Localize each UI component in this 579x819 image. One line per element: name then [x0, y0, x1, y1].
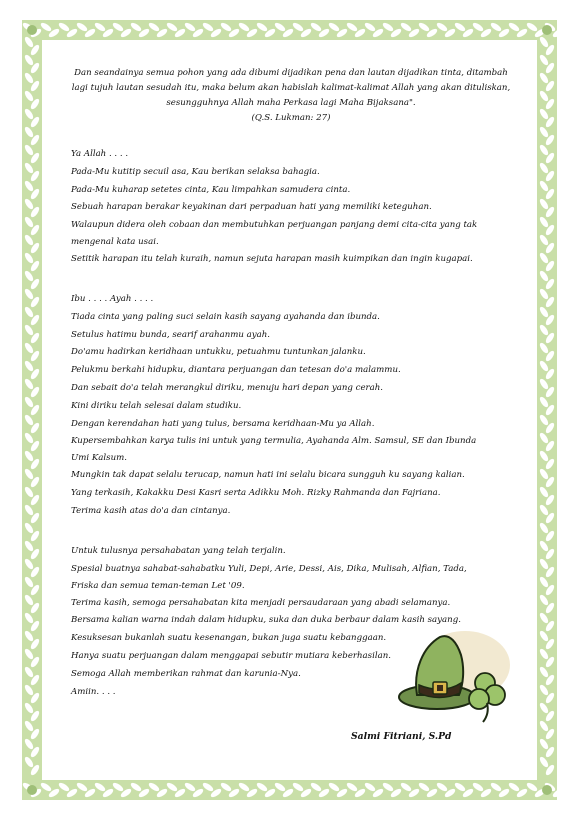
text-line: Bersama kalian warna indah dalam hidupku, suka dan duka berbaur dalam kasih sayang. — [71, 615, 461, 626]
text-line: Pada-Mu kutitip secuil asa, Kau berikan selaksa bahagia. — [71, 166, 320, 177]
text-line: Hanya suatu perjuangan dalam menggapai sebutir mutiara keberhasilan. — [71, 650, 391, 661]
text-line: Terima kasih atas do'a dan cintanya. — [71, 505, 231, 516]
text-line: Walaupun didera oleh cobaan dan membutuhkan perjuangan panjang demi cita-cita yang tak mengenal kata usai. — [71, 220, 478, 248]
opening-quote: Dan seandainya semua pohon yang ada dibumi dijadikan pena dan lautan dijadikan tinta, ditambah lagi tujuh lautan sesudah itu, maka belum akan habislah kalimat-kalimat Allah yang akan dituliskan, sesungguhnya Allah maha Perkasa lagi Maha Bijaksana". — [71, 68, 511, 108]
border-corner — [542, 25, 552, 35]
text-line: Semoga Allah memberikan rahmat dan karunia-Nya. — [71, 668, 301, 679]
border-corner — [27, 25, 37, 35]
text-line: Mungkin tak dapat selalu terucap, namun hati ini selalu bicara sungguh ku sayang kalian. — [71, 470, 465, 481]
text-line: Amiin. . . . — [71, 686, 116, 697]
text-line: Spesial buatnya sahabat-sahabatku Yuli, Depi, Arie, Dessi, Ais, Dika, Mulisah, Alfian, Tada, Friska dan semua teman-teman Let '09. — [71, 563, 467, 591]
text-line: Kesuksesan bukanlah suatu kesenangan, bukan juga suatu kebanggaan. — [71, 633, 387, 644]
text-line: Ya Allah . . . . — [71, 149, 129, 159]
text-line: Pada-Mu kuharap setetes cinta, Kau limpahkan samudera cinta. — [71, 184, 351, 195]
border-corner — [27, 785, 37, 795]
text-line: Yang terkasih, Kakakku Desi Kasri serta Adikku Moh. Rizky Rahmanda dan Fajriana. — [71, 488, 441, 499]
text-line: Dan sebait do'a telah merangkul diriku, menuju hari depan yang cerah. — [71, 382, 384, 393]
leprechaun-hat-icon — [395, 625, 510, 725]
text-line: Dengan kerendahan hati yang tulus, bersama keridhaan-Mu ya Allah. — [71, 418, 375, 429]
main-text — [71, 66, 511, 701]
text-line: Kupersembahkan karya tulis ini untuk yang termulia, Ayahanda Alm. Samsul, SE dan Ibunda Umi Kalsum. — [71, 436, 477, 464]
quote-reference: (Q.S. Lukman: 27) — [251, 113, 331, 123]
text-line: Setulus hatimu bunda, searif arahanmu ayah. — [71, 329, 271, 340]
text-line: Ibu . . . . Ayah . . . . — [71, 293, 154, 304]
signature: Salmi Fitriani, S.Pd — [351, 731, 452, 742]
text-line: Kini diriku telah selesai dalam studiku. — [71, 400, 242, 411]
text-line: Pelukmu berkahi hidupku, diantara perjuangan dan tetesan do'a malammu. — [71, 365, 401, 376]
paragraph-parents — [71, 291, 511, 521]
text-line: Untuk tulusnya persahabatan yang telah terjalin. — [71, 545, 286, 556]
text-line: Terima kasih, semoga persahabatan kita menjadi persaudaraan yang abadi selamanya. — [71, 597, 451, 608]
text-line: Setitik harapan itu telah kuraih, namun sejuta harapan masih kuimpikan dan ingin kugapai. — [71, 254, 473, 265]
border-corner — [542, 785, 552, 795]
text-line: Sebuah harapan berakar keyakinan dari perpaduan hati yang memiliki keteguhan. — [71, 202, 432, 213]
paragraph-allah — [71, 146, 511, 269]
text-line: Do'amu hadirkan keridhaan untukku, petuahmu tuntunkan jalanku. — [71, 347, 366, 358]
text-line: Tiada cinta yang paling suci selain kasih sayang ayahanda dan ibunda. — [71, 311, 380, 322]
